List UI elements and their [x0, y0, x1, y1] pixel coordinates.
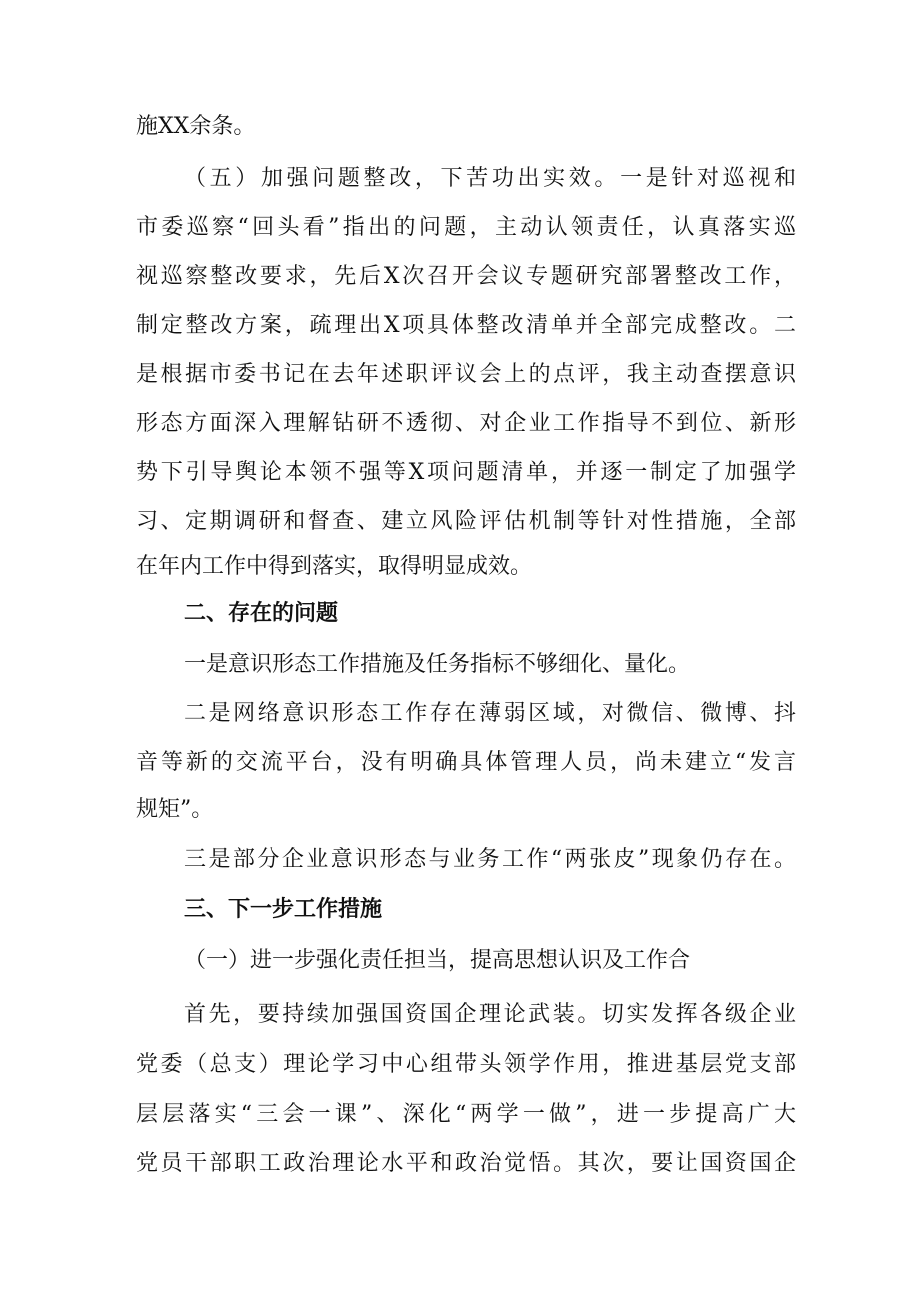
text-line: 是根据市委书记在去年述职评议会上的点评，我主动查摆意识 — [136, 362, 796, 387]
text-line: 音等新的交流平台，没有明确具体管理人员，尚未建立“发言 — [136, 750, 796, 775]
section-heading: 三、下一步工作措施 — [184, 897, 383, 922]
text-line: 势下引导舆论本领不强等X项问题清单，并逐一制定了加强学 — [136, 460, 796, 485]
text-line: 层层落实“三会一课”、深化“两学一做”，进一步提高广大 — [136, 1102, 796, 1127]
section-heading: 二、存在的问题 — [184, 601, 339, 626]
text-line: 市委巡察“回头看”指出的问题，主动认领责任，认真落实巡 — [136, 215, 796, 240]
text-line: 党委（总支）理论学习中心组带头领学作用，推进基层党支部 — [136, 1052, 796, 1077]
text-line: 在年内工作中得到落实，取得明显成效。 — [136, 554, 533, 579]
text-line: 施XX余条。 — [136, 114, 256, 139]
text-line: 形态方面深入理解钻研不透彻、对企业工作指导不到位、新形 — [136, 411, 796, 436]
text-line: 规矩”。 — [136, 797, 214, 822]
text-line: 三是部分企业意识形态与业务工作“两张皮”现象仍存在。 — [184, 847, 796, 872]
text-line: 首先，要持续加强国资国企理论武装。切实发挥各级企业 — [184, 1002, 796, 1027]
text-line: 党员干部职工政治理论水平和政治觉悟。其次，要让国资国企 — [136, 1151, 796, 1176]
text-line: 制定整改方案，疏理出X项具体整改清单并全部完成整改。二 — [136, 313, 796, 338]
text-line: （五）加强问题整改，下苦功出实效。一是针对巡视和 — [184, 166, 796, 191]
text-line: 习、定期调研和督查、建立风险评估机制等针对性措施，全部 — [136, 509, 796, 534]
text-line: 二是网络意识形态工作存在薄弱区域，对微信、微博、抖 — [184, 701, 796, 726]
text-line: （一）进一步强化责任担当，提高思想认识及工作合 — [184, 948, 691, 973]
text-line: 视巡察整改要求，先后X次召开会议专题研究部署整改工作， — [136, 264, 796, 289]
text-line: 一是意识形态工作措施及任务指标不够细化、量化。 — [184, 652, 691, 677]
